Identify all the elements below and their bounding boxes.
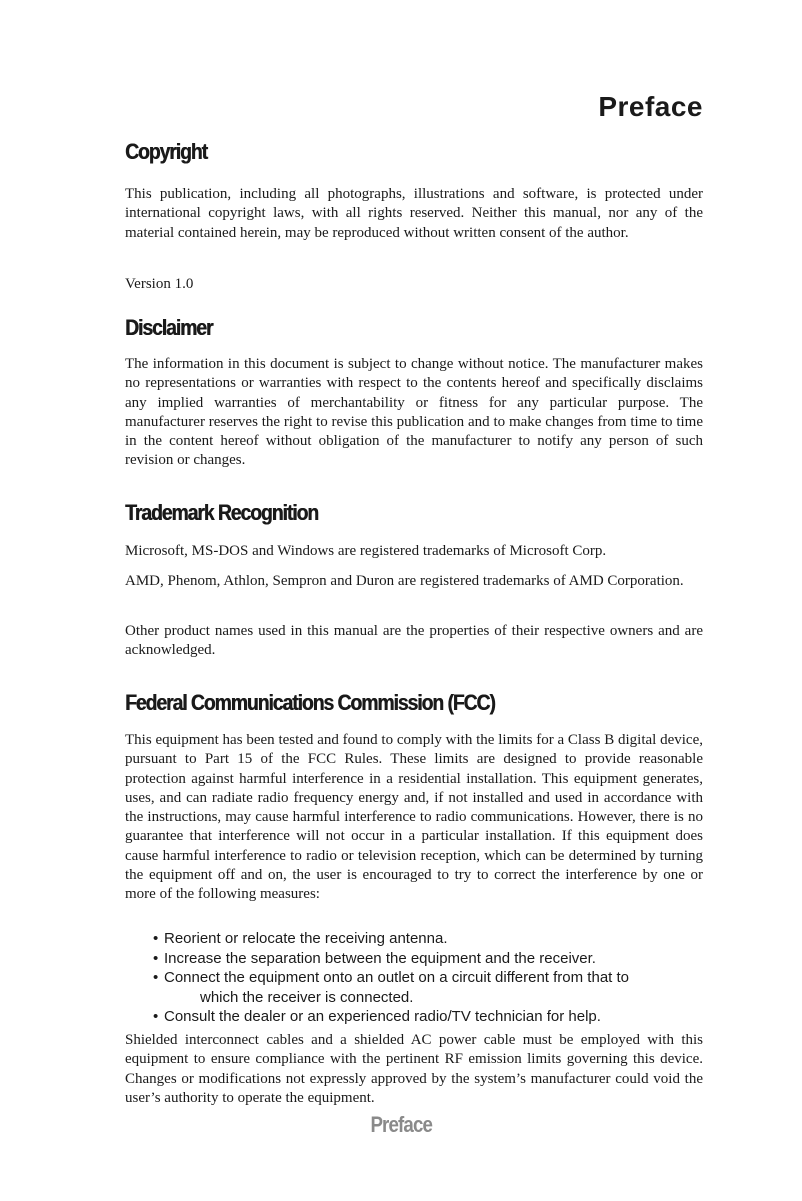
fcc-measures-list	[153, 929, 693, 1027]
list-item-text: Increase the separation between the equipment and the receiver.	[164, 949, 596, 967]
bullet-icon: •	[153, 1008, 159, 1025]
footer-label: Preface	[370, 1112, 432, 1137]
disclaimer-paragraph: The information in this document is subject to change without notice. The manufacturer makes no representations or warranties with respect to the contents hereof and specifically disclaims any implied warranties of merchantability or fitness for any particular purpose. The manufacturer reserves the right to revise this publication and to make changes from time to time in the content hereof without obligation of the manufacturer to notify any person of such revision or changes.	[125, 356, 703, 469]
fcc-paragraph-intro: This equipment has been tested and found to comply with the limits for a Class B digital device, pursuant to Part 15 of the FCC Rules. These limits are designed to provide reasonable protection against harmful interference in a residential installation. This equipment generates, uses, and can radiate radio frequency energy and, if not installed and used in accordance with the instructions, may cause harmful interference to radio communications. However, there is no guarantee that interference will not occur in a particular installation. If this equipment does cause harmful interference to radio or television reception, which can be determined by turning the equipment off and on, the user is encouraged to try to correct the interference by one or more of the following measures:	[125, 732, 703, 903]
list-item	[153, 929, 693, 949]
list-item-continuation: which the receiver is connected.	[200, 988, 414, 1006]
page-title: Preface	[598, 91, 703, 122]
trademark-paragraph-microsoft: Microsoft, MS-DOS and Windows are registered trademarks of Microsoft Corp.	[125, 543, 607, 559]
list-item-text: Connect the equipment onto an outlet on a circuit different from that to	[164, 969, 630, 986]
section-heading-fcc: Federal Communications Commission (FCC)	[125, 690, 495, 715]
copyright-paragraph: This publication, including all photographs, illustrations and software, is protected under international copyright laws, with all rights reserved. Neither this manual, nor any of the material contained herein, may be reproduced without written consent of the author.	[125, 186, 703, 241]
trademark-paragraph-other: Other product names used in this manual are the properties of their respective owners and are acknowledged.	[125, 623, 703, 659]
version-text: Version 1.0	[125, 276, 194, 292]
fcc-paragraph-shielded-cables: Shielded interconnect cables and a shielded AC power cable must be employed with this equipment to ensure compliance with the pertinent RF emission limits governing this device. Changes or modifications not expressly approved by the system’s manufacturer could void the user’s authority to operate the equipment.	[125, 1032, 703, 1106]
section-heading-copyright: Copyright	[125, 139, 207, 164]
list-item	[153, 968, 693, 1007]
trademark-paragraph-amd: AMD, Phenom, Athlon, Sempron and Duron are registered trademarks of AMD Corporation.	[125, 573, 684, 589]
list-item	[153, 1007, 693, 1027]
bullet-icon: •	[153, 949, 159, 967]
list-item-text: Consult the dealer or an experienced radio/TV technician for help.	[164, 1008, 601, 1025]
bullet-icon: •	[153, 969, 159, 986]
bullet-icon: •	[153, 930, 159, 947]
section-heading-trademark: Trademark Recognition	[125, 500, 318, 525]
section-heading-disclaimer: Disclaimer	[125, 315, 213, 340]
page-footer	[0, 1114, 802, 1136]
list-item	[153, 949, 693, 969]
list-item-text: Reorient or relocate the receiving antenna.	[164, 930, 448, 947]
